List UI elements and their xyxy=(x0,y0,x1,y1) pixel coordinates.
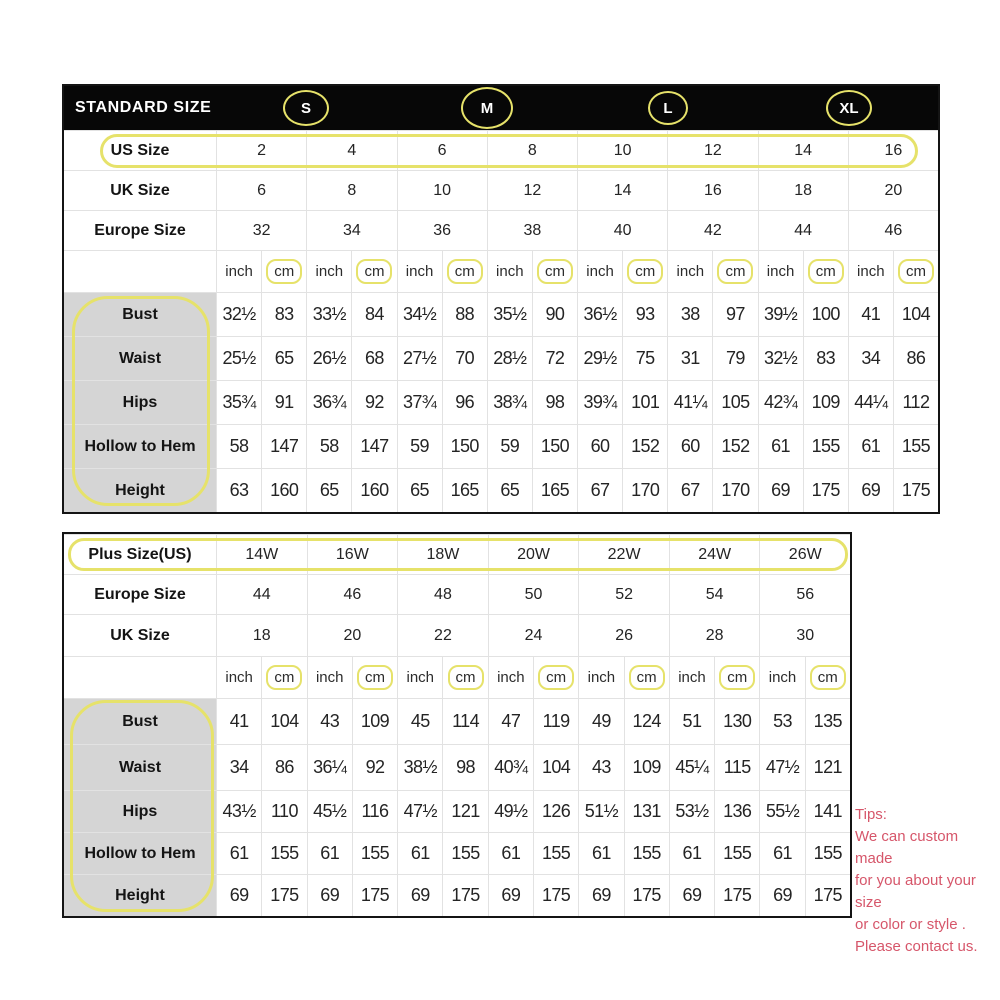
value-cell: 59 xyxy=(487,425,532,468)
value-cell: 105 xyxy=(712,381,757,424)
value-cell: 175 xyxy=(893,469,938,512)
value-cell: 68 xyxy=(351,337,396,380)
value-cell: 69 xyxy=(307,875,352,916)
size-cell: 16 xyxy=(848,131,938,170)
value-cell: 86 xyxy=(261,745,306,790)
value-cell: 155 xyxy=(442,833,487,874)
row-height xyxy=(64,468,938,512)
row-label: UK Size xyxy=(110,626,170,644)
value-cell: 121 xyxy=(805,745,850,790)
value-cell: 35½ xyxy=(487,293,532,336)
value-cell: 43 xyxy=(307,699,352,744)
cm-highlight-box: cm xyxy=(629,665,665,690)
value-cell: 98 xyxy=(442,745,487,790)
value-cell: 141 xyxy=(805,791,850,832)
size-letter-circle-xl: XL xyxy=(826,90,872,126)
row-us-size xyxy=(64,130,938,170)
value-cell: 92 xyxy=(352,745,397,790)
value-cell: 67 xyxy=(667,469,712,512)
row-label-empty xyxy=(64,657,216,698)
row-bust xyxy=(64,698,850,744)
value-cell: 59 xyxy=(397,425,442,468)
row-label: Waist xyxy=(64,337,216,380)
row-label: UK Size xyxy=(110,181,170,199)
cm-highlight-box: cm xyxy=(266,665,302,690)
value-cell: 84 xyxy=(351,293,396,336)
unit-cell xyxy=(261,251,306,292)
value-cell: 160 xyxy=(351,469,396,512)
value-cell: 155 xyxy=(624,833,669,874)
size-cell: 16W xyxy=(307,535,398,574)
unit-cell xyxy=(624,657,669,698)
value-cell: 61 xyxy=(488,833,533,874)
size-cell: 30 xyxy=(759,615,850,656)
row-label: Europe Size xyxy=(94,585,186,603)
size-cell: 2 xyxy=(216,131,306,170)
value-cell: 136 xyxy=(714,791,759,832)
value-cell: 175 xyxy=(803,469,848,512)
value-cell: 72 xyxy=(532,337,577,380)
value-cell: 41 xyxy=(216,699,261,744)
value-cell: 26½ xyxy=(306,337,351,380)
value-cell: 109 xyxy=(803,381,848,424)
cm-highlight-box: cm xyxy=(266,259,302,284)
value-cell: 47 xyxy=(488,699,533,744)
row-hips xyxy=(64,790,850,832)
value-cell: 69 xyxy=(397,875,442,916)
unit-cell: inch xyxy=(578,657,623,698)
cm-highlight-box: cm xyxy=(356,259,392,284)
value-cell: 63 xyxy=(216,469,261,512)
value-cell: 175 xyxy=(624,875,669,916)
value-cell: 60 xyxy=(577,425,622,468)
size-cell: 16 xyxy=(667,171,757,210)
value-cell: 58 xyxy=(306,425,351,468)
value-cell: 67 xyxy=(577,469,622,512)
value-cell: 38½ xyxy=(397,745,442,790)
cm-highlight-box: cm xyxy=(538,665,574,690)
value-cell: 45½ xyxy=(307,791,352,832)
unit-cell: inch xyxy=(307,657,352,698)
value-cell: 65 xyxy=(487,469,532,512)
value-cell: 49 xyxy=(578,699,623,744)
size-cell: 46 xyxy=(307,575,398,614)
row-uk-size xyxy=(64,614,850,656)
row-waist xyxy=(64,744,850,790)
value-cell: 69 xyxy=(578,875,623,916)
row-europe-size xyxy=(64,210,938,250)
row-height xyxy=(64,874,850,916)
value-cell: 58 xyxy=(216,425,261,468)
unit-cell xyxy=(622,251,667,292)
cm-highlight-box: cm xyxy=(808,259,844,284)
value-cell: 61 xyxy=(578,833,623,874)
size-cell: 14W xyxy=(216,535,307,574)
value-cell: 42¾ xyxy=(758,381,803,424)
row-units xyxy=(64,250,938,292)
value-cell: 88 xyxy=(442,293,487,336)
size-cell: 14 xyxy=(577,171,667,210)
value-cell: 38¾ xyxy=(487,381,532,424)
size-cell: 54 xyxy=(669,575,760,614)
value-cell: 100 xyxy=(803,293,848,336)
value-cell: 165 xyxy=(442,469,487,512)
value-cell: 83 xyxy=(261,293,306,336)
cm-highlight-box: cm xyxy=(719,665,755,690)
size-cell: 8 xyxy=(306,171,396,210)
unit-cell: inch xyxy=(397,657,442,698)
value-cell: 70 xyxy=(442,337,487,380)
size-cell: 26 xyxy=(578,615,669,656)
cm-highlight-box: cm xyxy=(717,259,753,284)
size-cell: 24 xyxy=(488,615,579,656)
row-label: Height xyxy=(64,469,216,512)
value-cell: 83 xyxy=(803,337,848,380)
value-cell: 150 xyxy=(532,425,577,468)
value-cell: 61 xyxy=(307,833,352,874)
value-cell: 53 xyxy=(759,699,804,744)
value-cell: 121 xyxy=(442,791,487,832)
value-cell: 31 xyxy=(667,337,712,380)
cm-highlight-box: cm xyxy=(447,259,483,284)
standard-size-table xyxy=(62,84,940,514)
size-cell: 10 xyxy=(397,171,487,210)
value-cell: 116 xyxy=(352,791,397,832)
unit-cell: inch xyxy=(758,251,803,292)
size-cell: 22W xyxy=(578,535,669,574)
value-cell: 170 xyxy=(622,469,667,512)
value-cell: 75 xyxy=(622,337,667,380)
value-cell: 61 xyxy=(669,833,714,874)
value-cell: 32½ xyxy=(216,293,261,336)
size-cell: 18 xyxy=(758,171,848,210)
size-cell: 32 xyxy=(216,211,306,250)
row-label: Plus Size(US) xyxy=(88,545,192,563)
size-cell: 26W xyxy=(759,535,850,574)
unit-cell xyxy=(532,251,577,292)
value-cell: 28½ xyxy=(487,337,532,380)
value-cell: 61 xyxy=(848,425,893,468)
value-cell: 79 xyxy=(712,337,757,380)
value-cell: 49½ xyxy=(488,791,533,832)
plus-size-table xyxy=(62,532,852,918)
value-cell: 152 xyxy=(622,425,667,468)
cm-highlight-box: cm xyxy=(448,665,484,690)
unit-cell xyxy=(714,657,759,698)
size-cell: 18 xyxy=(216,615,307,656)
value-cell: 61 xyxy=(759,833,804,874)
unit-cell xyxy=(533,657,578,698)
value-cell: 86 xyxy=(893,337,938,380)
size-cell: 28 xyxy=(669,615,760,656)
value-cell: 69 xyxy=(669,875,714,916)
value-cell: 131 xyxy=(624,791,669,832)
value-cell: 41 xyxy=(848,293,893,336)
table-header xyxy=(64,86,938,130)
size-cell: 34 xyxy=(306,211,396,250)
value-cell: 44¼ xyxy=(848,381,893,424)
unit-cell xyxy=(352,657,397,698)
size-cell: 44 xyxy=(758,211,848,250)
value-cell: 61 xyxy=(758,425,803,468)
size-cell: 12 xyxy=(487,171,577,210)
tips-line: Please contact us. xyxy=(855,938,978,955)
tips-line: We can custom made xyxy=(855,828,959,867)
row-hollow-to-hem xyxy=(64,832,850,874)
size-cell: 20 xyxy=(848,171,938,210)
size-cell: 20 xyxy=(307,615,398,656)
value-cell: 51½ xyxy=(578,791,623,832)
row-label: Waist xyxy=(64,745,216,790)
value-cell: 47½ xyxy=(759,745,804,790)
size-cell: 40 xyxy=(577,211,667,250)
unit-cell: inch xyxy=(487,251,532,292)
size-cell: 12 xyxy=(667,131,757,170)
cm-highlight-box: cm xyxy=(810,665,846,690)
value-cell: 36¾ xyxy=(306,381,351,424)
size-cell: 52 xyxy=(578,575,669,614)
size-cell: 44 xyxy=(216,575,307,614)
value-cell: 175 xyxy=(261,875,306,916)
value-cell: 93 xyxy=(622,293,667,336)
value-cell: 37¾ xyxy=(397,381,442,424)
value-cell: 25½ xyxy=(216,337,261,380)
value-cell: 69 xyxy=(488,875,533,916)
unit-cell xyxy=(805,657,850,698)
value-cell: 38 xyxy=(667,293,712,336)
custom-made-tips xyxy=(855,804,997,958)
cm-highlight-box: cm xyxy=(357,665,393,690)
value-cell: 147 xyxy=(351,425,396,468)
value-cell: 104 xyxy=(893,293,938,336)
value-cell: 65 xyxy=(397,469,442,512)
value-cell: 34½ xyxy=(397,293,442,336)
row-europe-size xyxy=(64,574,850,614)
size-cell: 24W xyxy=(669,535,760,574)
value-cell: 175 xyxy=(805,875,850,916)
size-cell: 36 xyxy=(397,211,487,250)
row-hips xyxy=(64,380,938,424)
row-label: Height xyxy=(64,875,216,916)
value-cell: 45¼ xyxy=(669,745,714,790)
unit-cell xyxy=(893,251,938,292)
value-cell: 130 xyxy=(714,699,759,744)
size-letter-circle-s: S xyxy=(283,90,329,126)
unit-cell: inch xyxy=(848,251,893,292)
value-cell: 155 xyxy=(352,833,397,874)
value-cell: 53½ xyxy=(669,791,714,832)
value-cell: 43½ xyxy=(216,791,261,832)
value-cell: 97 xyxy=(712,293,757,336)
value-cell: 36¼ xyxy=(307,745,352,790)
value-cell: 110 xyxy=(261,791,306,832)
value-cell: 175 xyxy=(714,875,759,916)
value-cell: 27½ xyxy=(397,337,442,380)
value-cell: 160 xyxy=(261,469,306,512)
row-hollow-to-hem xyxy=(64,424,938,468)
row-units xyxy=(64,656,850,698)
value-cell: 61 xyxy=(216,833,261,874)
row-uk-size xyxy=(64,170,938,210)
size-cell: 8 xyxy=(487,131,577,170)
value-cell: 47½ xyxy=(397,791,442,832)
value-cell: 36½ xyxy=(577,293,622,336)
size-cell: 6 xyxy=(397,131,487,170)
unit-cell xyxy=(712,251,757,292)
value-cell: 69 xyxy=(758,469,803,512)
value-cell: 40¾ xyxy=(488,745,533,790)
cm-highlight-box: cm xyxy=(627,259,663,284)
unit-cell xyxy=(803,251,848,292)
row-label: Hollow to Hem xyxy=(64,833,216,874)
size-cell: 10 xyxy=(577,131,667,170)
size-cell: 18W xyxy=(397,535,488,574)
row-waist xyxy=(64,336,938,380)
value-cell: 109 xyxy=(624,745,669,790)
value-cell: 112 xyxy=(893,381,938,424)
value-cell: 150 xyxy=(442,425,487,468)
size-cell: 48 xyxy=(397,575,488,614)
row-label: Bust xyxy=(64,699,216,744)
unit-cell xyxy=(261,657,306,698)
value-cell: 114 xyxy=(442,699,487,744)
value-cell: 175 xyxy=(533,875,578,916)
tips-title: Tips: xyxy=(855,806,887,823)
value-cell: 35¾ xyxy=(216,381,261,424)
value-cell: 41¼ xyxy=(667,381,712,424)
size-cell: 38 xyxy=(487,211,577,250)
value-cell: 101 xyxy=(622,381,667,424)
value-cell: 155 xyxy=(261,833,306,874)
size-cell: 46 xyxy=(848,211,938,250)
value-cell: 60 xyxy=(667,425,712,468)
row-label: Europe Size xyxy=(94,221,186,239)
unit-cell: inch xyxy=(669,657,714,698)
value-cell: 119 xyxy=(533,699,578,744)
size-cell: 42 xyxy=(667,211,757,250)
row-plus-size-us xyxy=(64,534,850,574)
value-cell: 51 xyxy=(669,699,714,744)
value-cell: 165 xyxy=(532,469,577,512)
value-cell: 32½ xyxy=(758,337,803,380)
value-cell: 170 xyxy=(712,469,757,512)
size-cell: 20W xyxy=(488,535,579,574)
table-title: STANDARD SIZE xyxy=(75,99,212,116)
cm-highlight-box: cm xyxy=(898,259,934,284)
unit-cell xyxy=(351,251,396,292)
size-cell: 22 xyxy=(397,615,488,656)
value-cell: 175 xyxy=(442,875,487,916)
unit-cell: inch xyxy=(759,657,804,698)
value-cell: 98 xyxy=(532,381,577,424)
value-cell: 155 xyxy=(803,425,848,468)
tips-line: for you about your size xyxy=(855,872,976,911)
value-cell: 34 xyxy=(216,745,261,790)
value-cell: 39½ xyxy=(758,293,803,336)
tips-line: or color or style . xyxy=(855,916,966,933)
unit-cell: inch xyxy=(577,251,622,292)
row-label: Bust xyxy=(64,293,216,336)
value-cell: 69 xyxy=(216,875,261,916)
value-cell: 45 xyxy=(397,699,442,744)
value-cell: 92 xyxy=(351,381,396,424)
value-cell: 124 xyxy=(624,699,669,744)
unit-cell: inch xyxy=(216,251,261,292)
value-cell: 175 xyxy=(352,875,397,916)
row-label: US Size xyxy=(110,141,170,159)
value-cell: 104 xyxy=(533,745,578,790)
value-cell: 39¾ xyxy=(577,381,622,424)
value-cell: 91 xyxy=(261,381,306,424)
value-cell: 65 xyxy=(261,337,306,380)
row-label-empty xyxy=(64,251,216,292)
unit-cell: inch xyxy=(216,657,261,698)
value-cell: 61 xyxy=(397,833,442,874)
size-cell: 4 xyxy=(306,131,396,170)
unit-cell: inch xyxy=(397,251,442,292)
size-letter-circle-l: L xyxy=(648,91,688,125)
value-cell: 152 xyxy=(712,425,757,468)
value-cell: 90 xyxy=(532,293,577,336)
value-cell: 155 xyxy=(893,425,938,468)
size-cell: 56 xyxy=(759,575,850,614)
value-cell: 55½ xyxy=(759,791,804,832)
row-bust xyxy=(64,292,938,336)
value-cell: 33½ xyxy=(306,293,351,336)
row-label: Hips xyxy=(64,791,216,832)
value-cell: 104 xyxy=(261,699,306,744)
value-cell: 147 xyxy=(261,425,306,468)
value-cell: 96 xyxy=(442,381,487,424)
unit-cell xyxy=(442,251,487,292)
unit-cell xyxy=(442,657,487,698)
value-cell: 43 xyxy=(578,745,623,790)
value-cell: 34 xyxy=(848,337,893,380)
row-label: Hollow to Hem xyxy=(64,425,216,468)
value-cell: 126 xyxy=(533,791,578,832)
value-cell: 135 xyxy=(805,699,850,744)
value-cell: 65 xyxy=(306,469,351,512)
value-cell: 155 xyxy=(714,833,759,874)
size-cell: 14 xyxy=(758,131,848,170)
unit-cell: inch xyxy=(488,657,533,698)
value-cell: 69 xyxy=(848,469,893,512)
size-cell: 50 xyxy=(488,575,579,614)
cm-highlight-box: cm xyxy=(537,259,573,284)
size-cell: 6 xyxy=(216,171,306,210)
row-label: Hips xyxy=(64,381,216,424)
value-cell: 29½ xyxy=(577,337,622,380)
value-cell: 155 xyxy=(533,833,578,874)
value-cell: 69 xyxy=(759,875,804,916)
unit-cell: inch xyxy=(667,251,712,292)
size-letter-circle-m: M xyxy=(461,87,513,129)
unit-cell: inch xyxy=(306,251,351,292)
value-cell: 155 xyxy=(805,833,850,874)
value-cell: 109 xyxy=(352,699,397,744)
value-cell: 115 xyxy=(714,745,759,790)
